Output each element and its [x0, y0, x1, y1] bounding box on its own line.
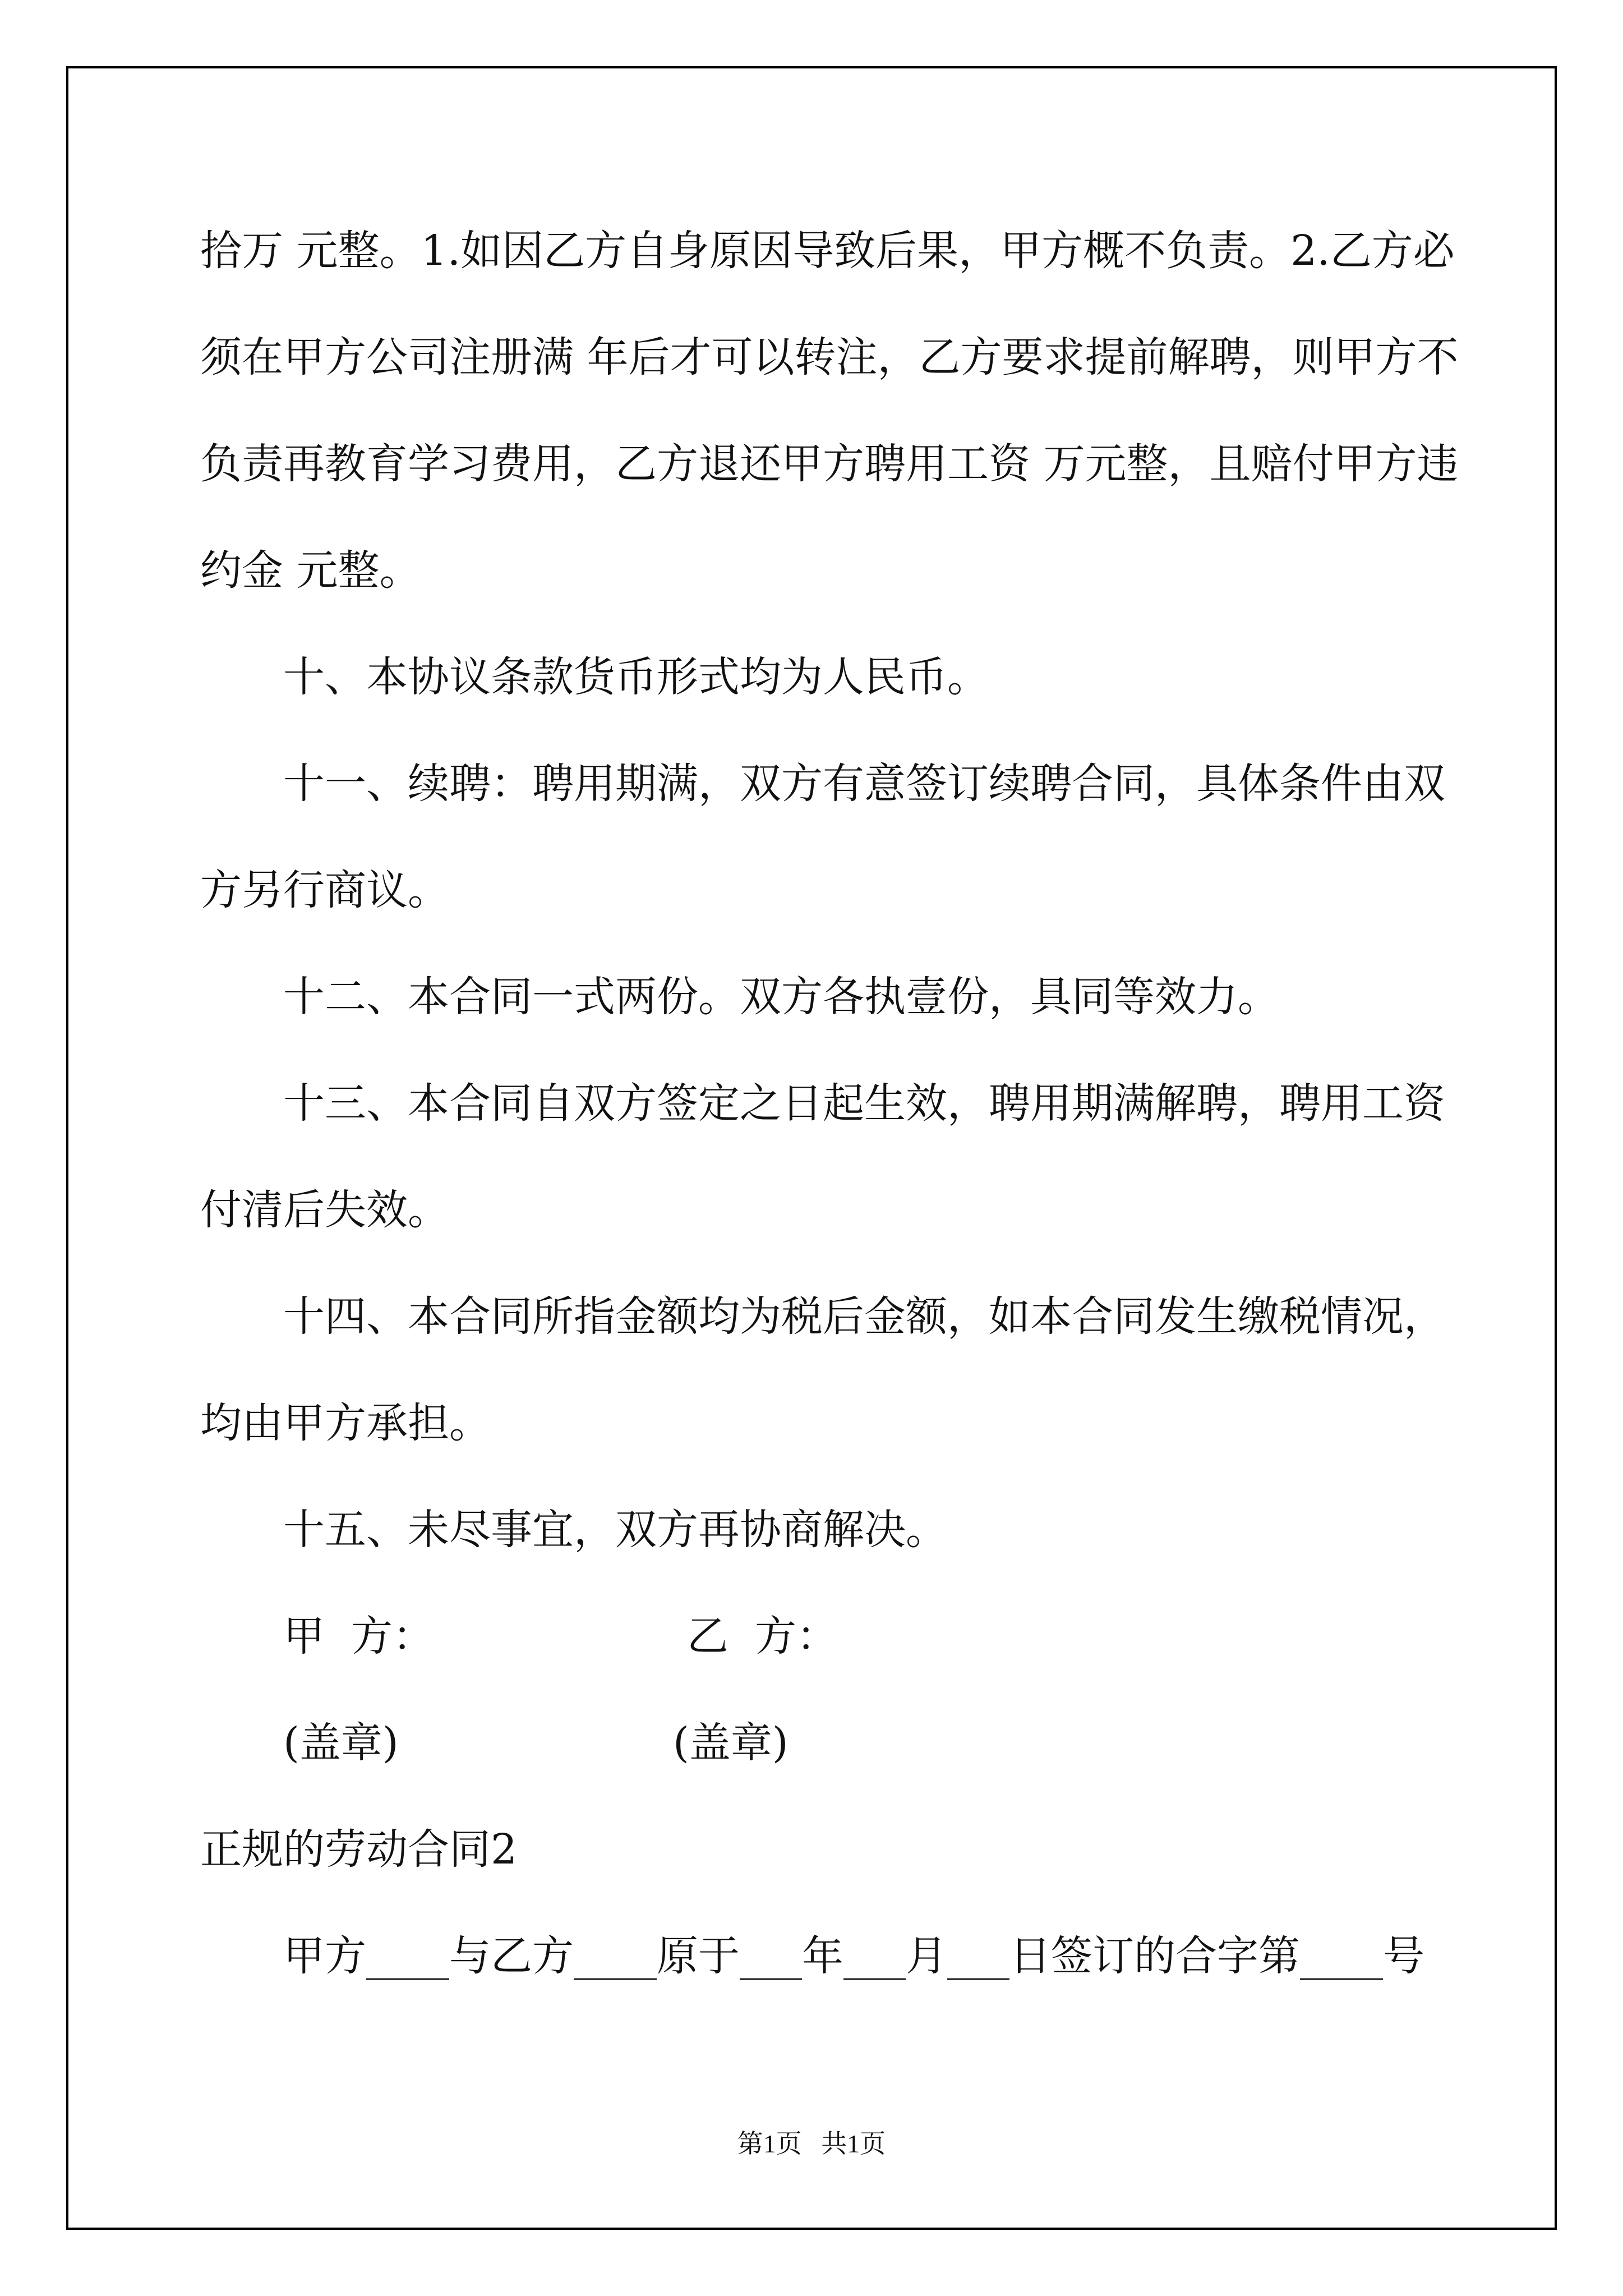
paragraph-line: 须在甲方公司注册满 年后才可以转注，乙方要求提前解聘，则甲方不 — [200, 333, 1459, 381]
page-border — [66, 66, 1557, 2230]
party-a-label: 甲 方： — [283, 1612, 435, 1660]
page-footer: 第1页 共1页 — [737, 2129, 886, 2158]
paragraph-line: 付清后失效。 — [200, 1186, 449, 1234]
paragraph-line: 方另行商议。 — [200, 866, 449, 914]
clause-15: 十五、未尽事宜，双方再协商解决。 — [283, 1506, 947, 1554]
section-title: 正规的劳动合同2 — [200, 1825, 518, 1874]
paragraph-line: 均由甲方承担。 — [200, 1399, 491, 1447]
paragraph-line: 拾万 元整。1.如因乙方自身原因导致后果，甲方概不负责。2.乙方必 — [200, 227, 1455, 275]
clause-12: 十二、本合同一式两份。双方各执壹份，具同等效力。 — [283, 973, 1279, 1021]
contract-opening-line: 甲方____与乙方____原于___年___月___日签订的合字第____号 — [283, 1932, 1424, 1980]
party-b-seal: (盖章) — [673, 1719, 789, 1767]
party-a-seal: (盖章) — [283, 1719, 399, 1767]
party-b-label: 乙 方： — [687, 1612, 838, 1660]
paragraph-line: 约金 元整。 — [200, 546, 421, 595]
clause-13: 十三、本合同自双方签定之日起生效，聘用期满解聘，聘用工资 — [283, 1079, 1445, 1128]
clause-11: 十一、续聘：聘用期满，双方有意签订续聘合同，具体条件由双 — [283, 760, 1445, 808]
paragraph-line: 负责再教育学习费用，乙方退还甲方聘用工资 万元整，且赔付甲方违 — [200, 440, 1459, 488]
clause-14: 十四、本合同所指金额均为税后金额，如本合同发生缴税情况， — [283, 1292, 1445, 1341]
clause-10: 十、本协议条款货币形式均为人民币。 — [283, 653, 989, 701]
